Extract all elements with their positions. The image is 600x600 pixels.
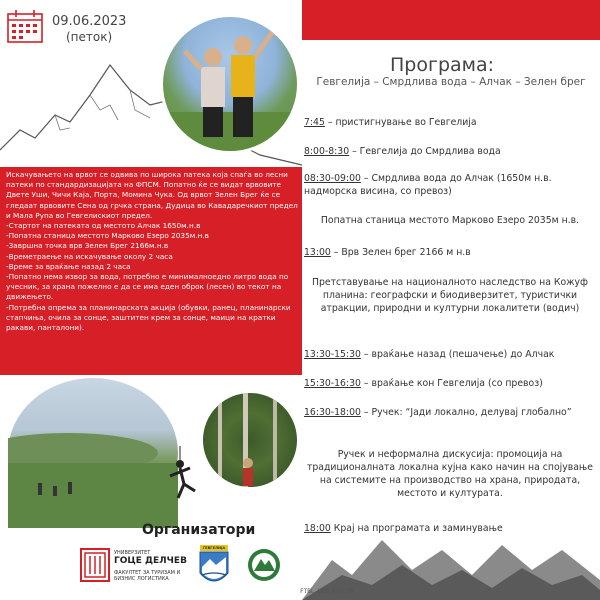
- program-text: Претставување на националното наследство на Кожуф планина: географски и биодиверзитет, туристички атракции, природни и културни локалитети (водич): [311, 277, 588, 314]
- shield-icon: [196, 545, 232, 590]
- landscape-photo-art: [8, 378, 178, 528]
- ugd-line2: ГОЦЕ ДЕЛЧЕВ: [114, 556, 187, 566]
- program-item: [304, 406, 596, 419]
- program-text: – Смрдлива вода до Алчак (1650м н.в. надморска висина, со превоз): [304, 173, 552, 197]
- header-banner: [302, 0, 600, 40]
- program-item: [304, 246, 596, 259]
- forest-photo-art: [203, 393, 300, 490]
- program-time: 8:00-8:30: [304, 146, 350, 157]
- website-url: FTBL.UGD.EDU.MK: [300, 588, 355, 595]
- program-time: 13:30-15:30: [304, 349, 361, 360]
- program-item: [304, 377, 596, 390]
- ugd-logo: [80, 548, 190, 588]
- organizers-title: Организатори: [142, 522, 256, 538]
- hikers-photo: [160, 14, 300, 154]
- program-text: – Гевгелија до Смрдлива вода: [349, 146, 501, 157]
- program-text: – Врв Зелен брег 2166 м н.в: [330, 247, 471, 258]
- program-time: 08:30-09:00: [304, 173, 361, 184]
- program-text: Ручек и неформална дискусија: промоција на традиционалната локална кујна како начин на спојување на системите на производство на храна, природата, местото и културата.: [306, 449, 593, 499]
- program-time: 7:45: [304, 117, 325, 128]
- program-time: 13:00: [304, 247, 331, 258]
- mountain-club-logo: [246, 545, 282, 585]
- event-weekday: (петок): [66, 30, 113, 44]
- program-item: [304, 276, 596, 315]
- description-text: [6, 170, 298, 333]
- program-text: Попатна станица местото Марково Езеро 2035м н.в.: [320, 215, 580, 226]
- program-item: [304, 214, 596, 227]
- program-item: [304, 145, 596, 158]
- shield-label: ГЕВГЕЛИЈА: [202, 546, 226, 550]
- gevgelija-shield-logo: [196, 545, 232, 590]
- building-icon: [82, 550, 108, 580]
- program-item: [304, 116, 596, 129]
- description-line: -Потребна опрема за планинарската акција (обувки, ранец, планинарски стапчиња, очила за сонце, заштитен крем за сонце, маици на кратки ракави, панталони).: [6, 302, 291, 333]
- program-text: – Ручек: “Јади локално, делувај глобално”: [360, 407, 572, 418]
- program-text: – пристигнување во Гевгелија: [324, 117, 477, 128]
- program-text: – враќање назад (пешачење) до Алчак: [360, 349, 555, 360]
- program-time: 16:30-18:00: [304, 407, 361, 418]
- description-paragraph: Искачувањето на врвот се одвива по широка патека која спаѓа во лесни патеки по стандардизацијата на ФПСМ. Попатно ќе се видат врвовите Двете Уши, Чичи Каја, Порта, Момина Чука. Од врвот Зелен Брег ќе се гледаат врвовите Сена од грчка страна, Дудица во Кавадаречкиот предел и Мала Рупа во Гевгелискиот предел.: [6, 170, 298, 220]
- landscape-photo: [8, 378, 178, 528]
- ugd-line1: УНИВЕРЗИТЕТ: [114, 550, 151, 556]
- forest-photo: [200, 390, 300, 490]
- description-line: -Завршна точка врв Зелен Брег 2166м.н.в: [6, 241, 169, 251]
- ugd-line3: ФАКУЛТЕТ ЗА ТУРИЗАМ И БИЗНИС ЛОГИСТИКА: [114, 570, 181, 582]
- program-item: [304, 348, 596, 361]
- description-line: -Времетраење на искачување околу 2 часа: [6, 251, 173, 261]
- description-line: -Попатно нема извор за вода, потребно е минималноедно литро вода по учесник, за храна пожелно е да се има еден оброк (лесен) во текот на движењето.: [6, 272, 289, 302]
- program-time: 15:30-16:30: [304, 378, 361, 389]
- ugd-logo-mark: [80, 548, 110, 582]
- program-item: [304, 172, 596, 198]
- program-text: Крај на програмата и заминување: [330, 523, 503, 534]
- program-item: [304, 448, 596, 500]
- event-date: 09.06.2023: [52, 14, 127, 29]
- program-title: Програма:: [390, 54, 495, 76]
- program-route: Гевгелија – Смрдлива вода – Алчак – Зелен брег: [316, 76, 586, 88]
- calendar-icon: [6, 8, 46, 46]
- description-line: -Време за враќање назад 2 часа: [6, 261, 131, 271]
- description-line: -Попатна станица местото Марково Езеро 2035м.н.в: [6, 231, 209, 241]
- description-line: -Стартот на патеката од местото Алчак 1650м.н.в: [6, 221, 201, 231]
- hikers-photo-art: [163, 17, 300, 154]
- mountain-club-icon: [246, 545, 282, 585]
- program-text: – враќање кон Гевгелија (со превоз): [360, 378, 543, 389]
- program-time: 18:00: [304, 523, 331, 534]
